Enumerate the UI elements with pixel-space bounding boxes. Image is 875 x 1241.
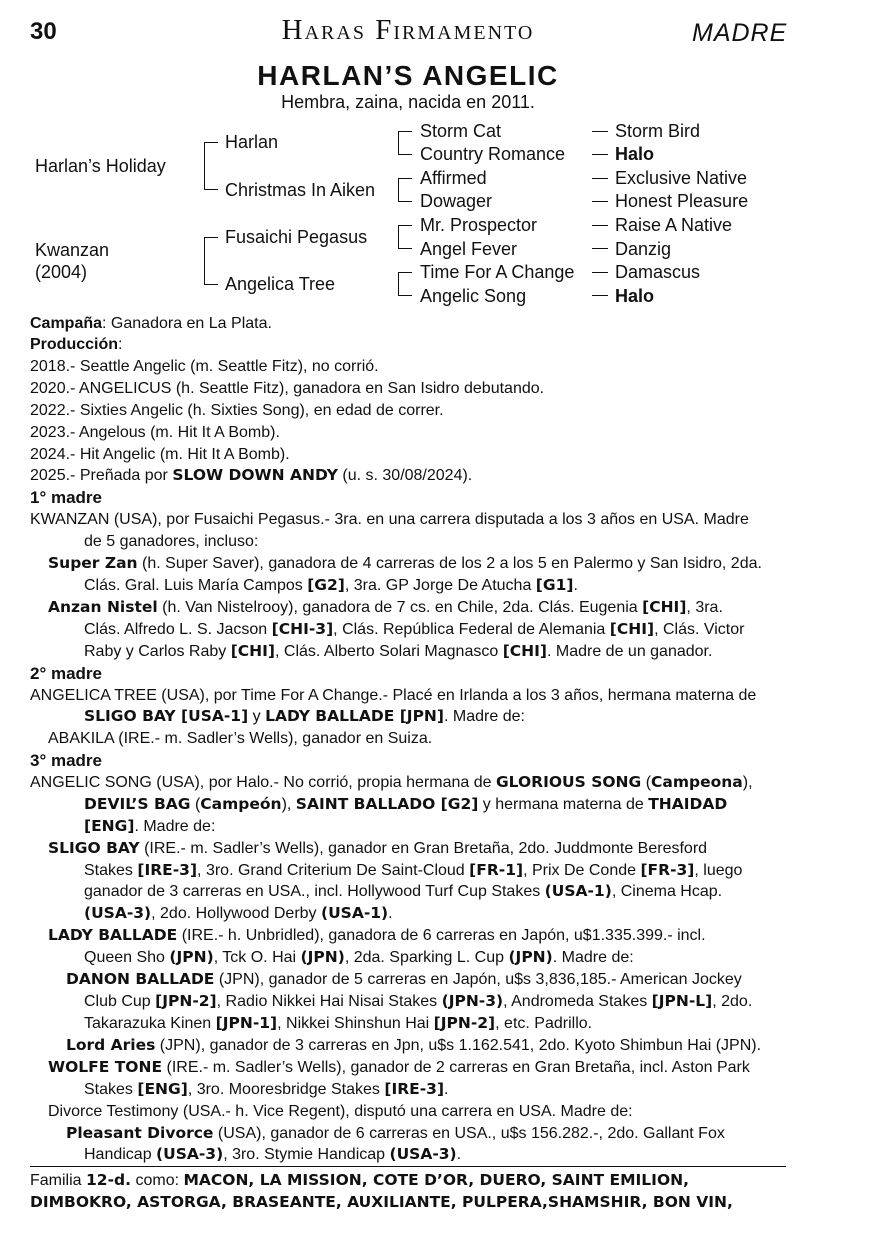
dash-line	[592, 225, 608, 226]
text: THAIDAD	[648, 795, 728, 813]
produce-entry	[84, 903, 393, 924]
text: , 2da. Sparking L. Cup	[344, 949, 509, 966]
bracket-line	[398, 295, 412, 296]
bracket-line	[398, 248, 412, 249]
text: DEVIL’S BAG	[84, 795, 191, 813]
text: y hermana materna de	[478, 796, 649, 813]
pedigree-dam: Kwanzan	[35, 240, 110, 260]
text: ),	[742, 774, 753, 791]
text: , 3ro. Mooresbridge Stakes	[187, 1081, 385, 1098]
text: SLIGO BAY [USA-1]	[84, 707, 249, 725]
madre1-heading: 1° madre	[30, 488, 103, 507]
produce-entry	[48, 553, 762, 574]
madre2-text	[84, 706, 525, 727]
pedigree-g4: Damascus	[615, 262, 701, 282]
text: ),	[281, 796, 296, 813]
pedigree-g3: Angel Fever	[420, 239, 518, 259]
text: [G2]	[307, 576, 345, 594]
text: , 3ro. Grand Criterium De Saint-Cloud	[197, 862, 470, 879]
produce-entry	[84, 947, 634, 968]
text: DANON BALLADE	[66, 970, 215, 988]
text: , Clás. Victor	[654, 621, 745, 638]
pedigree-g4: Raise A Native	[615, 215, 733, 235]
text: ANGELIC SONG (USA), por Halo.- No corrió, propia hermana de	[30, 774, 496, 791]
text: , 2do. Hollywood Derby	[151, 905, 321, 922]
pedigree-g3: Time For A Change	[420, 262, 575, 282]
text: LADY BALLADE [JPN]	[265, 707, 444, 725]
madre1-text: KWANZAN (USA), por Fusaichi Pegasus.- 3ra. en una carrera disputada a los 3 años en USA. Madre	[30, 511, 749, 528]
bracket-line	[204, 189, 218, 190]
text: . Madre de:	[134, 818, 216, 835]
text: Campeón	[200, 795, 282, 813]
pedigree-g4: Honest Pleasure	[615, 191, 749, 211]
produce-entry	[66, 1035, 761, 1056]
text: (JPN)	[508, 948, 553, 966]
pedigree-dam-year: (2004)	[35, 262, 88, 282]
dash-line	[592, 248, 608, 249]
text: DIMBOKRO, ASTORGA, BRASEANTE, AUXILIANTE, PULPERA,SHAMSHIR, BON VIN,	[30, 1193, 733, 1211]
familia-line	[30, 1192, 733, 1213]
text: , Tck O. Hai	[213, 949, 301, 966]
text: . Madre de un ganador.	[546, 643, 713, 660]
familia-line	[30, 1170, 689, 1191]
bracket-line	[398, 154, 412, 155]
campana-label: Campaña	[30, 315, 103, 332]
text: (USA-3)	[84, 904, 152, 922]
text: (USA-1)	[544, 882, 612, 900]
text: (USA-3)	[389, 1145, 457, 1163]
text: LADY BALLADE	[48, 926, 178, 944]
text: , Prix De Conde	[523, 862, 641, 879]
produccion-item: 2022.- Sixties Angelic (h. Sixties Song), en edad de correr.	[30, 402, 444, 419]
text: (JPN)	[300, 948, 345, 966]
text: como:	[131, 1172, 184, 1189]
text: Takarazuka Kinen	[84, 1015, 216, 1032]
pedigree-g3: Mr. Prospector	[420, 215, 538, 235]
produce-entry	[48, 925, 706, 946]
text: Lord Aries	[66, 1036, 156, 1054]
text: , luego	[694, 862, 743, 879]
dash-line	[592, 272, 608, 273]
text: , Clás. Alberto Solari Magnasco	[275, 643, 503, 660]
text: (	[190, 796, 201, 813]
text: [FR-3]	[640, 861, 695, 879]
bracket-line	[398, 131, 399, 154]
text: (IRE.- m. Sadler’s Wells), ganador en Gran Bretaña, 2do. Juddmonte Beresford	[139, 840, 708, 857]
madre2-text: ANGELICA TREE (USA), por Time For A Change.- Placé en Irlanda a los 3 años, hermana materna de	[30, 687, 757, 704]
text: , 3ra.	[686, 599, 723, 616]
produccion-colon: :	[118, 336, 123, 353]
text: .	[456, 1146, 462, 1163]
produce-entry	[84, 619, 744, 640]
bracket-line	[204, 237, 218, 238]
text: Familia	[30, 1172, 87, 1189]
text: Stakes	[84, 862, 138, 879]
madre3-text	[84, 816, 215, 837]
text: [CHI]	[609, 620, 655, 638]
pedigree-g2: Angelica Tree	[225, 274, 336, 294]
produce-entry	[84, 1079, 449, 1100]
text: [G1]	[535, 576, 574, 594]
produccion-item	[30, 465, 472, 486]
text: Raby y Carlos Raby	[84, 643, 231, 660]
produce-entry	[48, 597, 723, 618]
pedigree-g4: Halo	[615, 286, 655, 306]
text: , 2do.	[712, 993, 753, 1010]
text: (	[641, 774, 652, 791]
text: Super Zan	[48, 554, 138, 572]
produccion-label: Producción	[30, 336, 119, 353]
text: .	[388, 905, 393, 922]
madre3-heading: 3° madre	[30, 751, 103, 770]
pedigree-g4: Danzig	[615, 239, 672, 259]
text: MACON, LA MISSION, COTE D’OR, DUERO, SAINT EMILION,	[183, 1171, 689, 1189]
produce-entry	[48, 838, 707, 859]
produce-entry	[48, 1057, 750, 1078]
text: [CHI]	[502, 642, 547, 660]
text: Club Cup	[84, 993, 156, 1010]
text: Clás. Alfredo L. S. Jacson	[84, 621, 272, 638]
pedigree-g3: Storm Cat	[420, 121, 502, 141]
produccion-item: 2020.- ANGELICUS (h. Seattle Fitz), ganadora en San Isidro debutando.	[30, 380, 545, 397]
text: [JPN-2]	[155, 992, 217, 1010]
text: [JPN-2]	[433, 1014, 496, 1032]
text: .	[444, 1081, 449, 1098]
produccion-item: 2023.- Angelous (m. Hit It A Bomb).	[30, 424, 280, 441]
text: , Cinema Hcap.	[611, 883, 723, 900]
text: (IRE.- m. Sadler’s Wells), ganador de 2 carreras en Gran Bretaña, incl. Aston Park	[162, 1059, 750, 1076]
text: Handicap	[84, 1146, 157, 1163]
produce-entry	[84, 860, 742, 881]
dash-line	[592, 131, 608, 132]
bracket-line	[398, 131, 412, 132]
text: [CHI]	[230, 642, 276, 660]
text: (USA-1)	[321, 904, 389, 922]
text: Clás. Gral. Luis María Campos	[84, 577, 308, 594]
madre2-heading: 2° madre	[30, 664, 103, 683]
bracket-line	[398, 178, 399, 201]
text: , Clás. República Federal de Alemania	[333, 621, 610, 638]
bracket-line	[398, 272, 412, 273]
campana-line	[30, 313, 272, 334]
campana-text: : Ganadora en La Plata.	[102, 315, 272, 332]
produccion-item: 2018.- Seattle Angelic (m. Seattle Fitz), no corrió.	[30, 358, 379, 375]
pedigree-g3: Country Romance	[420, 144, 566, 164]
bracket-line	[398, 225, 412, 226]
text: (JPN-3)	[441, 992, 504, 1010]
text: (USA), ganador de 6 carreras en USA., u$s 156.282.-, 2do. Gallant Fox	[213, 1125, 725, 1142]
text: [CHI-3]	[271, 620, 334, 638]
madre1-text: de 5 ganadores, incluso:	[84, 533, 259, 550]
text: Stakes	[84, 1081, 138, 1098]
text: [JPN-L]	[651, 992, 713, 1010]
text: (h. Van Nistelrooy), ganadora de 7 cs. en Chile, 2da. Clás. Eugenia	[157, 599, 643, 616]
text: (JPN), ganador de 5 carreras en Japón, u$s 3,836,185.- American Jockey	[214, 971, 742, 988]
divider	[30, 1166, 786, 1167]
dash-line	[592, 154, 608, 155]
dash-line	[592, 201, 608, 202]
bracket-line	[204, 284, 218, 285]
text: y	[248, 708, 266, 725]
produce-entry	[84, 991, 752, 1012]
text: (JPN), ganador de 3 carreras en Jpn, u$s 1.162.541, 2do. Kyoto Shimbun Hai (JPN).	[155, 1037, 762, 1054]
text: [ENG]	[137, 1080, 188, 1098]
pedigree-g2: Christmas In Aiken	[225, 180, 376, 200]
pedigree-sire: Harlan’s Holiday	[35, 156, 166, 176]
text: Pleasant Divorce	[66, 1124, 214, 1142]
text: [FR-1]	[469, 861, 524, 879]
bracket-line	[204, 142, 205, 190]
text: [IRE-3]	[137, 861, 198, 879]
text: Anzan Nistel	[48, 598, 158, 616]
produce-entry	[66, 1123, 725, 1144]
produccion-item: 2024.- Hit Angelic (m. Hit It A Bomb).	[30, 446, 290, 463]
section-label: MADRE	[692, 19, 788, 47]
text: SLOW DOWN ANDY	[172, 466, 338, 484]
bracket-line	[398, 178, 412, 179]
bracket-line	[204, 142, 218, 143]
produce-entry	[84, 1144, 461, 1165]
pedigree-g3: Angelic Song	[420, 286, 527, 306]
stud-name: Haras Firmamento	[281, 14, 535, 46]
pedigree-g4: Storm Bird	[615, 121, 701, 141]
pedigree-g4: Exclusive Native	[615, 168, 748, 188]
produce-entry	[84, 881, 722, 902]
text: [CHI]	[642, 598, 687, 616]
page-number: 30	[30, 18, 57, 45]
text: Campeona	[651, 773, 743, 791]
produce-entry: ABAKILA (IRE.- m. Sadler’s Wells), ganador en Suiza.	[48, 730, 433, 747]
pedigree-g2: Fusaichi Pegasus	[225, 227, 368, 247]
bracket-line	[204, 237, 205, 285]
horse-description: Hembra, zaina, nacida en 2011.	[281, 92, 535, 112]
pedigree-g3: Affirmed	[420, 168, 487, 188]
horse-name: HARLAN’S ANGELIC	[257, 60, 559, 91]
text: SLIGO BAY	[48, 839, 140, 857]
text: . Madre de:	[552, 949, 634, 966]
text: Queen Sho	[84, 949, 170, 966]
text: [JPN-1]	[215, 1014, 278, 1032]
text: (IRE.- h. Unbridled), ganadora de 6 carreras en Japón, u$1.335.399.- incl.	[177, 927, 706, 944]
text: 2025.- Preñada por	[30, 467, 173, 484]
bracket-line	[398, 201, 412, 202]
text: , etc. Padrillo.	[495, 1015, 593, 1032]
text: .	[573, 577, 578, 594]
produce-entry	[66, 969, 742, 990]
produce-entry	[84, 641, 712, 662]
dash-line	[592, 178, 608, 179]
dash-line	[592, 295, 608, 296]
text: ganador de 3 carreras en USA., incl. Hollywood Turf Cup Stakes	[84, 883, 545, 900]
produce-entry: Divorce Testimony (USA.- h. Vice Regent), disputó una carrera en USA. Madre de:	[48, 1103, 633, 1120]
text: 12-d.	[86, 1171, 132, 1189]
text: (JPN)	[169, 948, 214, 966]
pedigree-g3: Dowager	[420, 191, 493, 211]
madre3-text	[30, 772, 753, 793]
text: , Andromeda Stakes	[503, 993, 652, 1010]
text: (u. s. 30/08/2024).	[337, 467, 473, 484]
pedigree-g4: Halo	[615, 144, 655, 164]
bracket-line	[398, 225, 399, 248]
text: [IRE-3]	[384, 1080, 445, 1098]
text: , 3ra. GP Jorge De Atucha	[344, 577, 536, 594]
bracket-line	[398, 272, 399, 295]
produce-entry	[84, 575, 578, 596]
text: , Nikkei Shinshun Hai	[277, 1015, 434, 1032]
pedigree-g2: Harlan	[225, 132, 279, 152]
produce-entry	[84, 1013, 592, 1034]
text: SAINT BALLADO [G2]	[295, 795, 479, 813]
text: , 3ro. Stymie Handicap	[223, 1146, 390, 1163]
text: WOLFE TONE	[48, 1058, 163, 1076]
text: . Madre de:	[444, 708, 525, 725]
text: [ENG]	[84, 817, 135, 835]
produccion-heading	[30, 334, 122, 355]
text: , Radio Nikkei Hai Nisai Stakes	[216, 993, 442, 1010]
text: (USA-3)	[156, 1145, 224, 1163]
text: GLORIOUS SONG	[495, 773, 642, 791]
madre3-text	[84, 794, 727, 815]
text: (h. Super Saver), ganadora de 4 carreras de los 2 a los 5 en Palermo y San Isidro, 2da.	[137, 555, 762, 572]
